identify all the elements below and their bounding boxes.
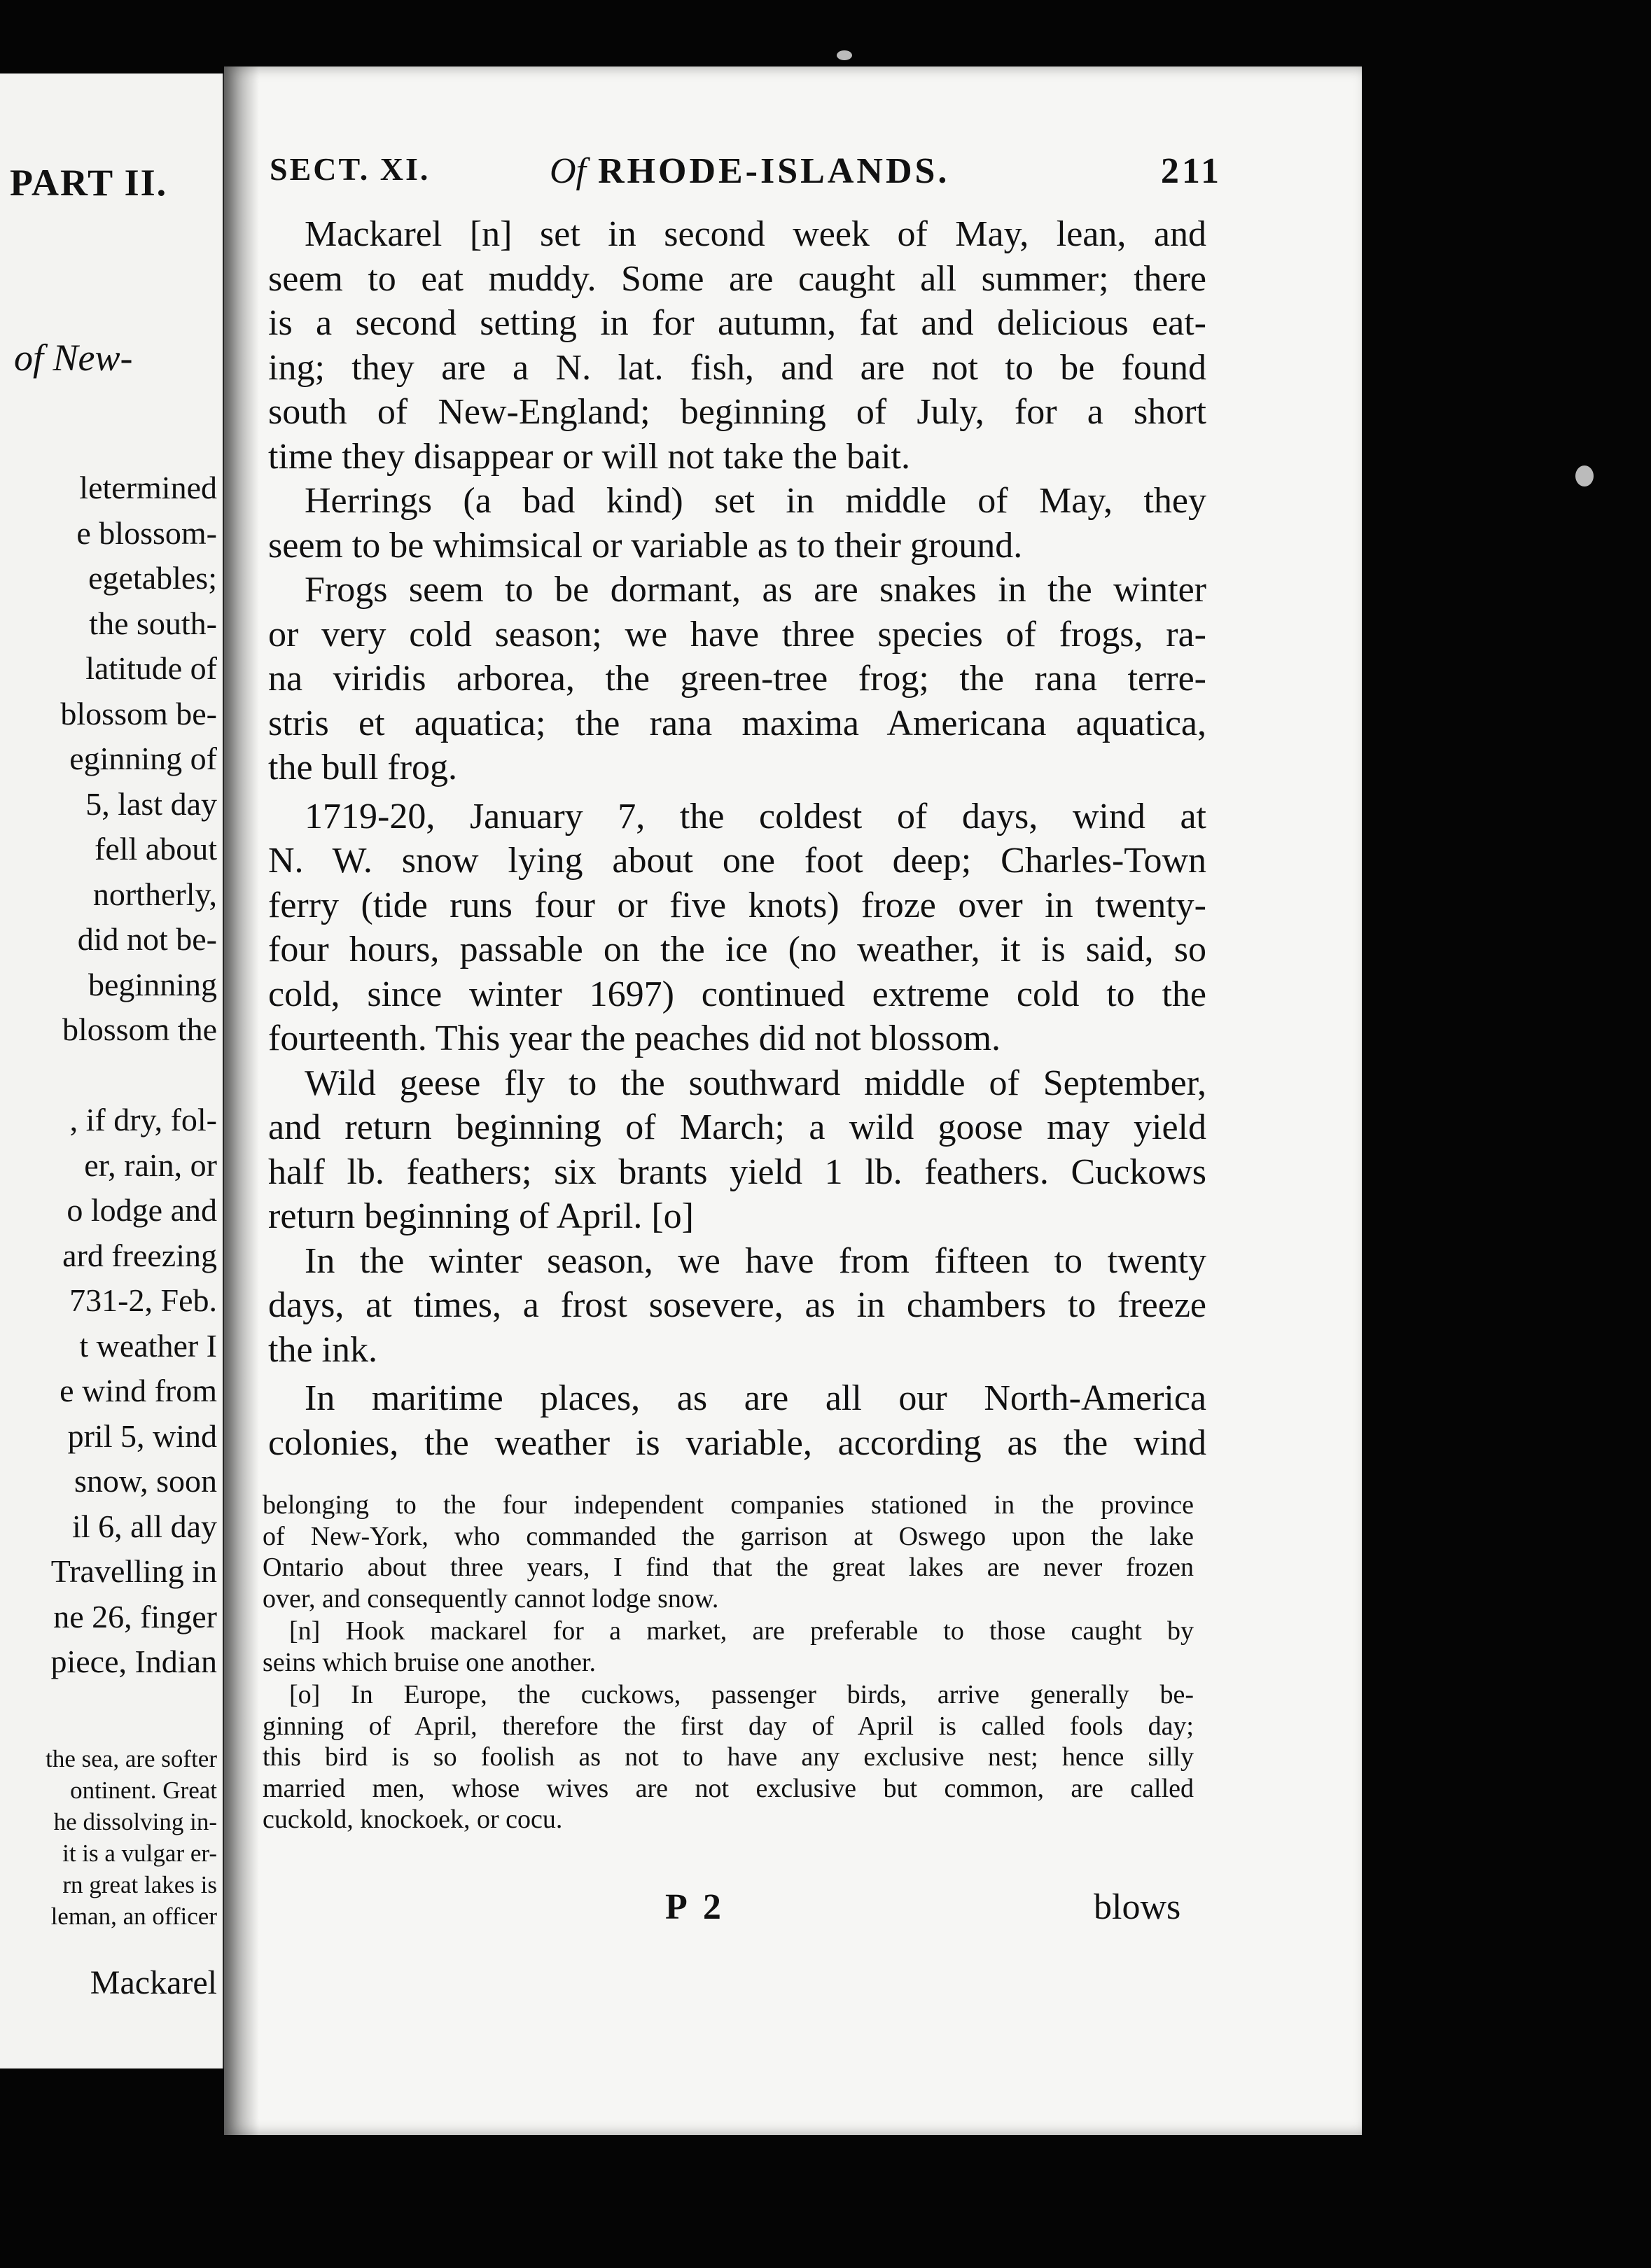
running-head bbox=[270, 150, 1222, 206]
facing-line: ne 26, finger bbox=[53, 1598, 217, 1634]
footnote-line: over, and consequently cannot lodge snow. bbox=[263, 1583, 719, 1614]
body-line: days, at times, a frost sosevere, as in chambers to freeze bbox=[268, 1285, 1206, 1325]
facing-note-line: ontinent. Great bbox=[70, 1777, 217, 1804]
facing-note-line: it is a vulgar er- bbox=[62, 1840, 217, 1867]
facing-line: eginning of bbox=[69, 741, 217, 776]
body-line: In maritime places, as are all our North-America bbox=[305, 1378, 1206, 1418]
facing-page-running-head: PART II. bbox=[10, 162, 168, 204]
footnote-line: [n] Hook mackarel for a market, are preferable to those caught by bbox=[289, 1616, 1194, 1646]
facing-line: o lodge and bbox=[67, 1192, 217, 1228]
body-line: ferry (tide runs four or five knots) froze over in twenty- bbox=[268, 885, 1206, 925]
body-line: Wild geese fly to the southward middle of September, bbox=[305, 1063, 1206, 1103]
facing-line: ard freezing bbox=[62, 1237, 217, 1273]
running-title bbox=[550, 150, 949, 192]
facing-note-line: rn great lakes is bbox=[62, 1871, 217, 1898]
facing-note-line: he dissolving in- bbox=[53, 1808, 217, 1835]
footnote-line: married men, whose wives are not exclusive but common, are called bbox=[263, 1773, 1194, 1803]
facing-line: 731-2, Feb. bbox=[69, 1282, 217, 1318]
facing-page-footnotes bbox=[46, 1743, 217, 1932]
facing-line: beginning bbox=[88, 966, 217, 1002]
body-line: stris et aquatica; the rana maxima Americana aquatica, bbox=[268, 703, 1206, 743]
facing-line: snow, soon bbox=[74, 1463, 217, 1499]
body-line: ing; they are a N. lat. fish, and are not to be found bbox=[268, 347, 1206, 388]
body-line: and return beginning of March; a wild goose may yield bbox=[268, 1107, 1206, 1147]
footnote-line: ginning of April, therefore the first day of April is called fools day; bbox=[263, 1711, 1194, 1741]
body-line: half lb. feathers; six brants yield 1 lb. feathers. Cuckows bbox=[268, 1152, 1206, 1192]
catchword: blows bbox=[1094, 1887, 1181, 1927]
facing-line: e wind from bbox=[60, 1373, 217, 1408]
facing-note-line: the sea, are softer bbox=[46, 1745, 217, 1772]
body-line: is a second setting in for autumn, fat and delicious eat- bbox=[268, 303, 1206, 343]
body-line: 1719-20, January 7, the coldest of days, wind at bbox=[305, 796, 1206, 836]
scan-speck bbox=[837, 50, 852, 60]
footnote-line: this bird is so foolish as not to have any exclusive nest; hence silly bbox=[263, 1742, 1194, 1772]
facing-line: blossom the bbox=[62, 1011, 217, 1047]
running-title-name: RHODE-ISLANDS. bbox=[598, 151, 950, 191]
footnote-line: of New-York, who commanded the garrison at Oswego upon the lake bbox=[263, 1521, 1194, 1551]
facing-line: blossom be- bbox=[60, 695, 217, 732]
facing-line: Travelling in bbox=[50, 1553, 217, 1589]
facing-line bbox=[50, 1053, 217, 1098]
footnote-line: seins which bruise one another. bbox=[263, 1647, 596, 1677]
running-title-prefix: Of bbox=[550, 151, 586, 191]
body-text bbox=[268, 212, 1206, 1465]
body-line: the bull frog. bbox=[268, 748, 458, 788]
body-line: In the winter season, we have from fifteen to twenty bbox=[305, 1240, 1206, 1281]
body-line: Frogs seem to be dormant, as are snakes in the winter bbox=[305, 570, 1206, 610]
body-line: seem to be whimsical or variable as to their ground. bbox=[268, 525, 1023, 566]
footnote-line: cuckold, knockoek, or cocu. bbox=[263, 1805, 563, 1834]
body-line: south of New-England; beginning of July, for a short bbox=[268, 392, 1206, 432]
body-line: Herrings (a bad kind) set in middle of May, they bbox=[305, 481, 1206, 521]
body-line: time they disappear or will not take the bait. bbox=[268, 436, 910, 477]
footnote-line: belonging to the four independent companies stationed in the province bbox=[263, 1490, 1194, 1520]
facing-line: egetables; bbox=[88, 560, 217, 596]
body-line: cold, since winter 1697) continued extreme cold to the bbox=[268, 974, 1206, 1014]
gutter-shadow bbox=[224, 66, 259, 2135]
facing-line: the south- bbox=[89, 605, 217, 641]
facing-line: , if dry, fol- bbox=[69, 1102, 217, 1138]
signature-mark: P 2 bbox=[665, 1887, 725, 1927]
footnote-line: [o] In Europe, the cuckows, passenger birds, arrive generally be- bbox=[289, 1680, 1194, 1709]
body-line: four hours, passable on the ice (no weather, it is said, so bbox=[268, 930, 1206, 969]
body-line: the ink. bbox=[268, 1329, 377, 1370]
facing-note-line: leman, an officer bbox=[50, 1903, 217, 1930]
facing-line: northerly, bbox=[92, 876, 217, 912]
facing-page-catchword: Mackarel bbox=[90, 1964, 217, 2001]
facing-line: pril 5, wind bbox=[67, 1418, 217, 1454]
footnote-line: Ontario about three years, I find that the great lakes are never frozen bbox=[263, 1553, 1194, 1582]
facing-line: did not be- bbox=[77, 921, 217, 957]
body-line: fourteenth. This year the peaches did not blossom. bbox=[268, 1018, 1001, 1058]
facing-page-text bbox=[50, 465, 217, 1685]
body-line: or very cold season; we have three species of frogs, ra- bbox=[268, 614, 1206, 654]
facing-line: e blossom- bbox=[76, 514, 217, 551]
facing-line: fell about bbox=[95, 831, 217, 867]
facing-line: piece, Indian bbox=[50, 1644, 217, 1679]
footnotes bbox=[263, 1490, 1194, 1835]
body-line: seem to eat muddy. Some are caught all summer; there bbox=[268, 258, 1206, 299]
facing-line: latitude of bbox=[85, 650, 217, 686]
body-line: return beginning of April. [o] bbox=[268, 1196, 694, 1236]
facing-line: t weather I bbox=[79, 1327, 217, 1364]
facing-line: letermined bbox=[79, 470, 217, 505]
facing-line: er, rain, or bbox=[84, 1147, 217, 1183]
section-label: SECT. XI. bbox=[270, 151, 431, 187]
body-line: na viridis arborea, the green-tree frog; the rana terre- bbox=[268, 659, 1206, 699]
facing-line: il 6, all day bbox=[72, 1508, 217, 1544]
facing-page-subhead: of New- bbox=[14, 337, 133, 379]
page-number: 211 bbox=[1160, 151, 1222, 191]
body-line: Mackarel [n] set in second week of May, lean, and bbox=[305, 214, 1206, 254]
body-line: colonies, the weather is variable, according as the wind bbox=[268, 1422, 1206, 1463]
facing-line: 5, last day bbox=[85, 785, 217, 822]
body-line: N. W. snow lying about one foot deep; Charles-Town bbox=[268, 841, 1206, 881]
facing-page-left bbox=[0, 74, 225, 2068]
scan-speck bbox=[1575, 465, 1594, 486]
